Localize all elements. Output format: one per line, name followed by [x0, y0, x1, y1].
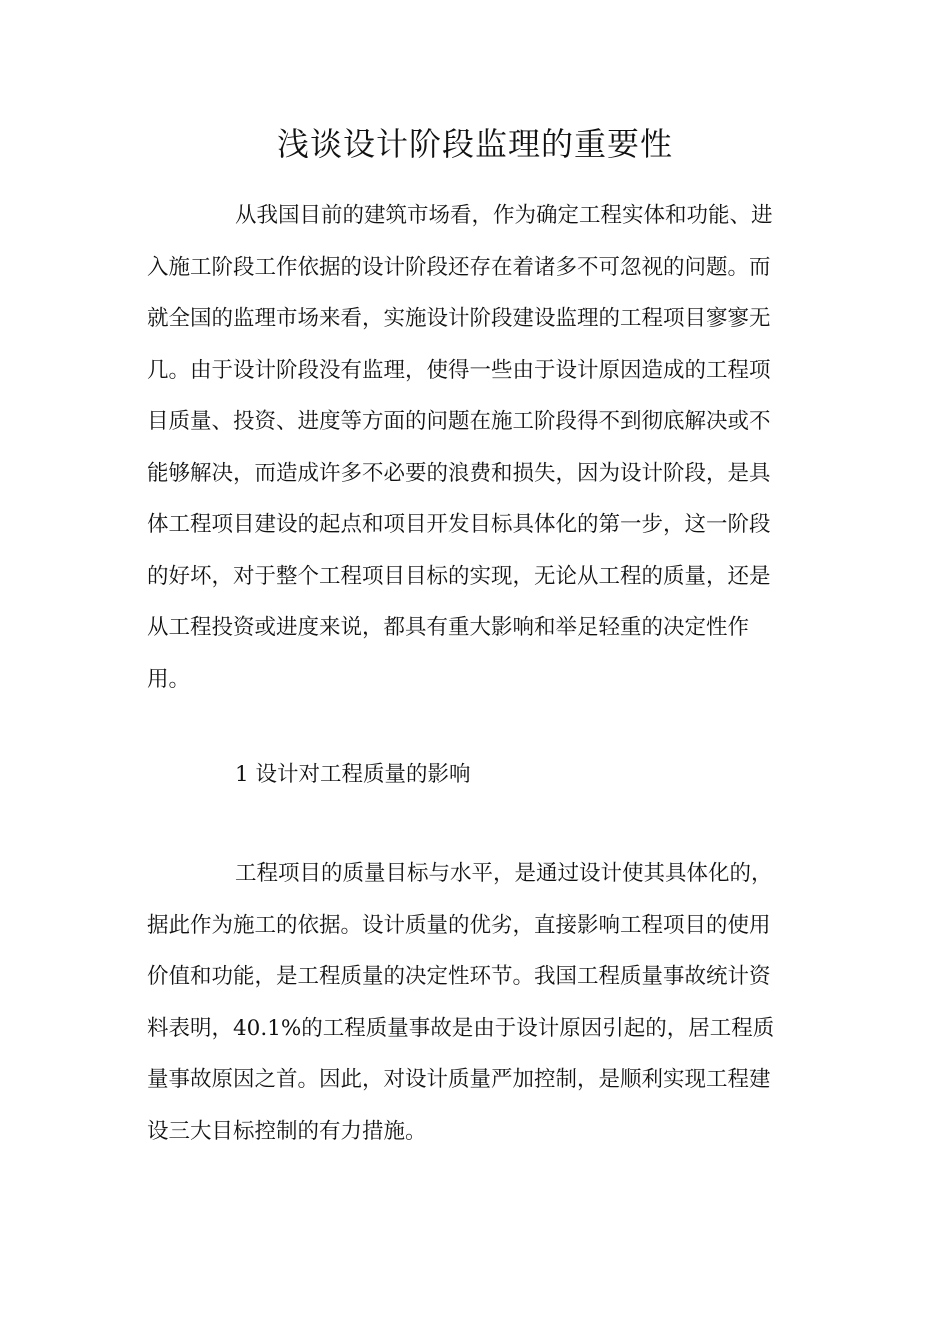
section-heading: 1 设计对工程质量的影响 — [235, 762, 471, 787]
paragraph-line: 能够解决，而造成许多不必要的浪费和损失，因为设计阶段，是具 — [147, 460, 771, 486]
paragraph-line: 几。由于设计阶段没有监理，使得一些由于设计原因造成的工程项 — [147, 357, 771, 383]
paragraph-line: 工程项目的质量目标与水平，是通过设计使其具体化的， — [235, 861, 773, 886]
paragraph-line: 目质量、投资、进度等方面的问题在施工阶段得不到彻底解决或不 — [147, 409, 771, 434]
document-title: 浅谈设计阶段监理的重要性 — [276, 125, 673, 163]
paragraph-line: 据此作为施工的依据。设计质量的优劣，直接影响工程项目的使用 — [147, 912, 771, 938]
paragraph-line: 从工程投资或进度来说，都具有重大影响和举足轻重的决定性作 — [147, 615, 750, 640]
paragraph-intro — [147, 190, 803, 705]
paragraph-line: 的好坏，对于整个工程项目目标的实现，无论从工程的质量，还是 — [147, 563, 771, 589]
paragraph-quality — [147, 848, 803, 1157]
paragraph-line: 用。 — [147, 666, 191, 692]
paragraph-line: 入施工阶段工作依据的设计阶段还存在着诸多不可忽视的问题。而 — [147, 254, 771, 280]
paragraph-line: 从我国目前的建筑市场看，作为确定工程实体和功能、进 — [235, 203, 773, 228]
paragraph-line: 量事故原因之首。因此，对设计质量严加控制，是顺利实现工程建 — [147, 1067, 771, 1092]
paragraph-line: 价值和功能，是工程质量的决定性环节。我国工程质量事故统计资 — [147, 964, 771, 989]
paragraph-line: 料表明，40.1%的工程质量事故是由于设计原因引起的，居工程质 — [147, 1015, 775, 1041]
paragraph-line: 设三大目标控制的有力措施。 — [147, 1118, 427, 1144]
paragraph-line: 体工程项目建设的起点和项目开发目标具体化的第一步，这一阶段 — [147, 512, 771, 537]
paragraph-line: 就全国的监理市场来看，实施设计阶段建设监理的工程项目寥寥无 — [147, 306, 771, 331]
